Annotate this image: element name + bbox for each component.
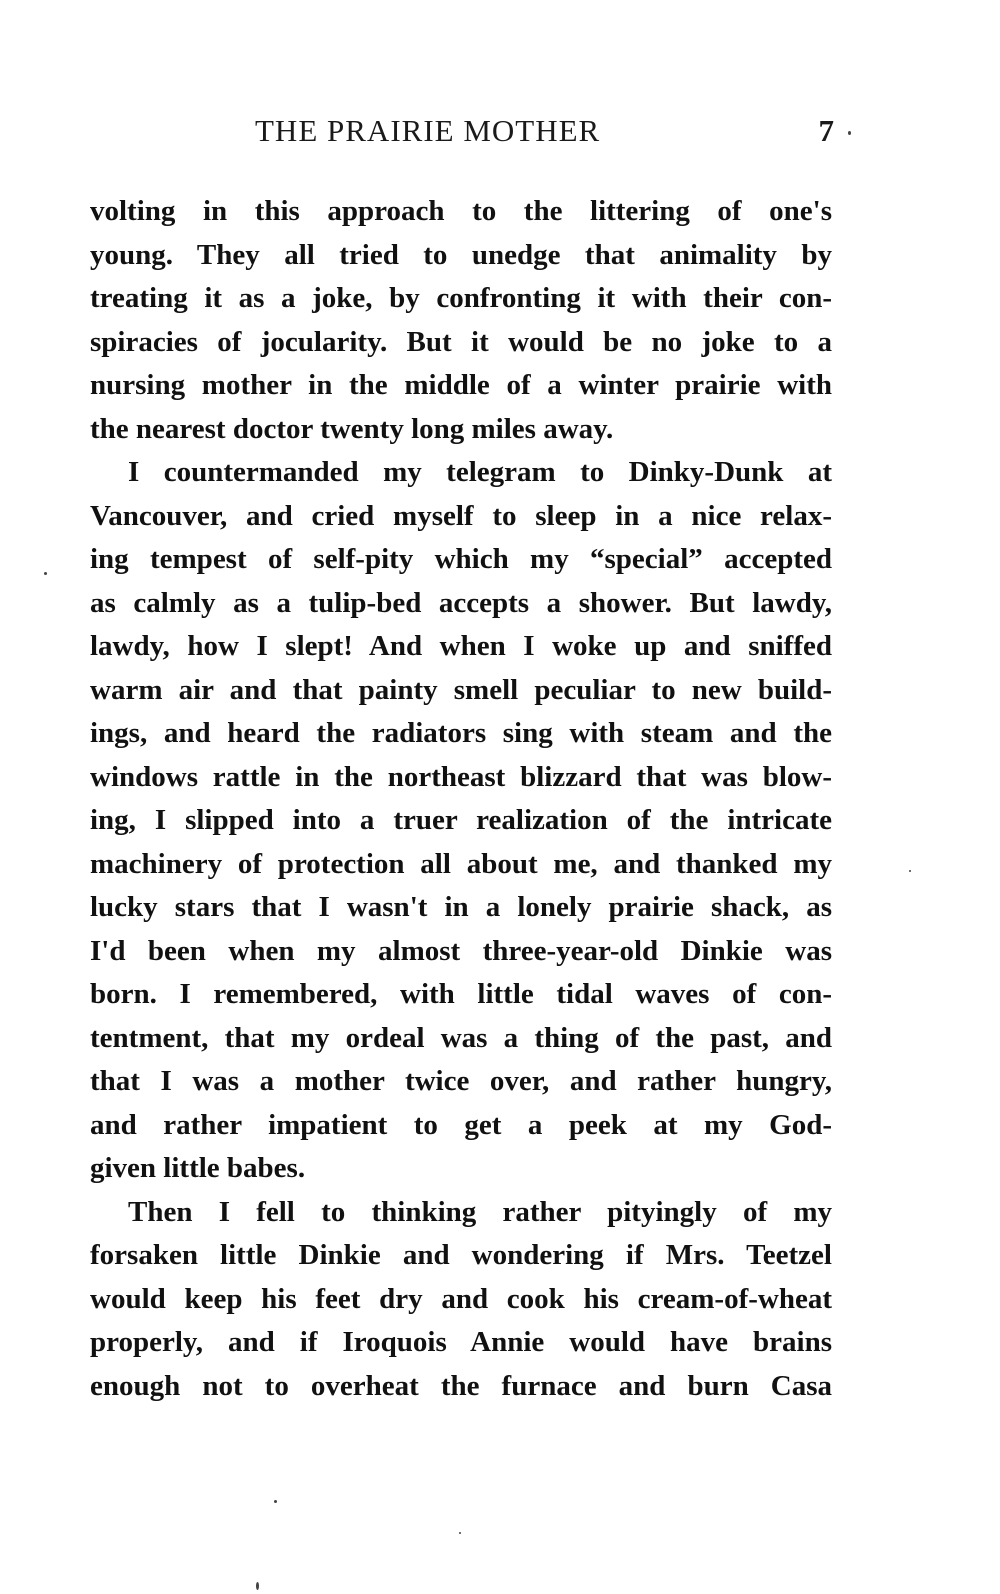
scan-speck xyxy=(44,572,47,575)
text-line: that I was a mother twice over, and rather hungry, xyxy=(90,1065,832,1097)
running-title: THE PRAIRIE MOTHER xyxy=(255,113,601,148)
text-line: spiracies of jocularity. But it would be no joke to a xyxy=(90,325,832,358)
text-line: tentment, that my ordeal was a thing of the past, and xyxy=(90,1021,832,1054)
scan-speck xyxy=(274,1500,277,1503)
text-line: ing tempest of self-pity which my “special” accepted xyxy=(90,543,832,575)
paragraph xyxy=(90,1191,832,1409)
text-line: Vancouver, and cried myself to sleep in a nice relax- xyxy=(90,499,832,532)
text-line: forsaken little Dinkie and wondering if Mrs. Teetzel xyxy=(90,1239,832,1271)
text-line: properly, and if Iroquois Annie would have brains xyxy=(90,1326,832,1358)
text-line: ings, and heard the radiators sing with steam and the xyxy=(90,717,832,749)
body-text xyxy=(90,190,832,1408)
text-line: the nearest doctor twenty long miles away. xyxy=(90,412,614,445)
text-line: volting in this approach to the littering of one's xyxy=(90,195,832,227)
text-line: windows rattle in the northeast blizzard that was blow- xyxy=(90,760,832,793)
text-line: born. I remembered, with little tidal waves of con- xyxy=(90,978,832,1010)
paragraph xyxy=(90,190,832,451)
text-line: as calmly as a tulip-bed accepts a shower. But lawdy, xyxy=(90,586,832,619)
paragraph xyxy=(90,451,832,1191)
text-line: ing, I slipped into a truer realization of the intricate xyxy=(90,804,832,836)
running-header xyxy=(255,113,835,153)
text-line: given little babes. xyxy=(90,1152,306,1184)
text-line: lucky stars that I wasn't in a lonely prairie shack, as xyxy=(90,891,832,923)
text-line: nursing mother in the middle of a winter prairie with xyxy=(90,369,832,401)
scan-speck xyxy=(909,870,911,872)
text-line: lawdy, how I slept! And when I woke up and sniffed xyxy=(90,630,832,662)
text-line: and rather impatient to get a peek at my God- xyxy=(90,1108,832,1141)
text-line: Then I fell to thinking rather pityingly of my xyxy=(128,1195,832,1228)
text-line: treating it as a joke, by confronting it with their con- xyxy=(90,282,832,314)
text-line: I countermanded my telegram to Dinky-Dunk at xyxy=(128,456,832,488)
text-line: young. They all tried to unedge that animality by xyxy=(90,238,832,271)
page-number: 7 xyxy=(818,113,835,148)
scan-speck xyxy=(256,1582,259,1590)
scan-speck xyxy=(459,1532,461,1534)
text-line: machinery of protection all about me, and thanked my xyxy=(90,847,832,880)
text-line: I'd been when my almost three-year-old Dinkie was xyxy=(90,934,832,967)
text-line: warm air and that painty smell peculiar to new build- xyxy=(90,673,832,706)
scan-speck xyxy=(848,131,851,135)
text-line: enough not to overheat the furnace and burn Casa xyxy=(90,1369,832,1402)
text-line: would keep his feet dry and cook his cream-of-wheat xyxy=(90,1282,832,1315)
